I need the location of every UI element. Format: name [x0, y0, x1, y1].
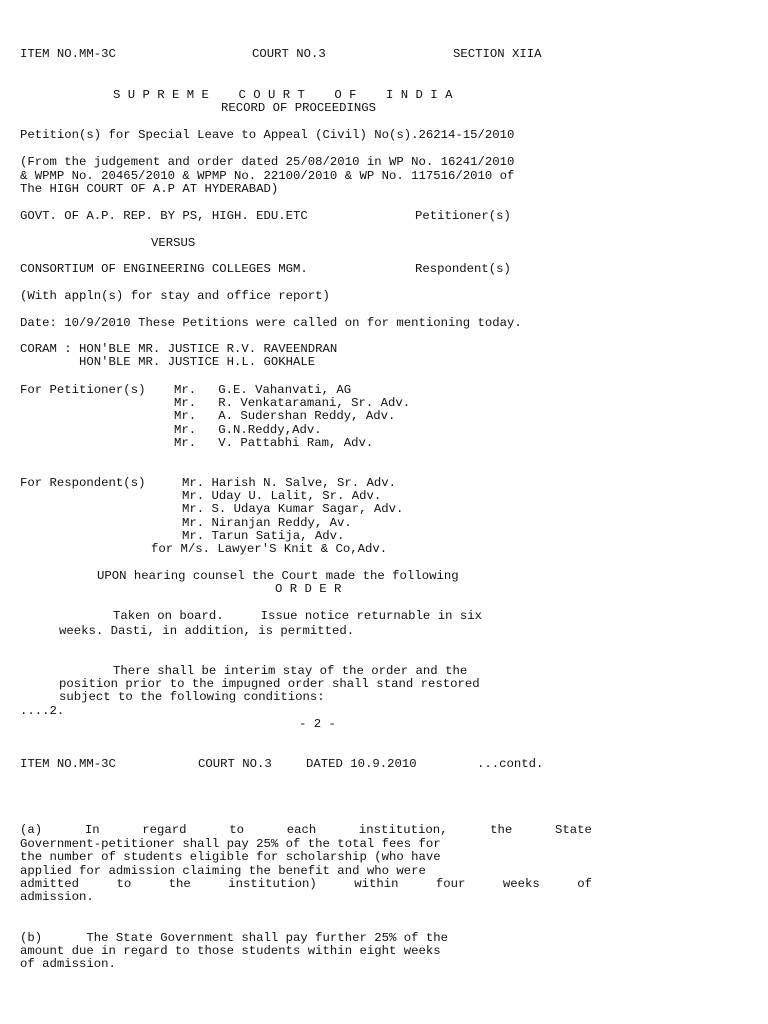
cond-a-line-6: admission. — [20, 890, 94, 904]
upon-hearing: UPON hearing counsel the Court made the following — [97, 569, 459, 583]
respondent-counsel-1: Mr. Harish N. Salve, Sr. Adv. — [182, 476, 397, 490]
cond-a-line-3: the number of students eligible for scholarship (who have — [20, 850, 441, 864]
respondent-counsel-3: Mr. S. Udaya Kumar Sagar, Adv. — [182, 502, 404, 516]
versus: VERSUS — [151, 236, 196, 250]
petitioner-counsel-label: For Petitioner(s) — [20, 383, 146, 397]
petitioner-counsel-1: Mr. G.E. Vahanvati, AG — [174, 383, 352, 397]
order-heading: O R D E R — [275, 582, 342, 596]
para2-line-2: position prior to the impugned order shall stand restored — [59, 677, 480, 691]
cond-b-line-1: (b) The State Government shall pay further 25% of the — [20, 931, 449, 945]
section: SECTION XIIA — [453, 47, 542, 61]
page-number: - 2 - — [299, 717, 336, 731]
respondent-name: CONSORTIUM OF ENGINEERING COLLEGES MGM. — [20, 262, 308, 276]
para2-line-1: There shall be interim stay of the order and the — [113, 664, 468, 678]
contd: ...contd. — [477, 757, 544, 771]
cond-a-line-2: Government-petitioner shall pay 25% of the total fees for — [20, 837, 441, 851]
cond-b-line-3: of admission. — [20, 957, 116, 971]
para1-line-1: Taken on board. Issue notice returnable in six — [113, 609, 482, 623]
respondent-counsel-firm: for M/s. Lawyer'S Knit & Co,Adv. — [151, 542, 388, 556]
coram-line-2: HON'BLE MR. JUSTICE H.L. GOKHALE — [20, 355, 316, 369]
cond-a-line-4: applied for admission claiming the benefit and who were — [20, 864, 426, 878]
petitioner-name: GOVT. OF A.P. REP. BY PS, HIGH. EDU.ETC — [20, 209, 308, 223]
court-number-2: COURT NO.3 — [198, 757, 272, 771]
petitioner-counsel-5: Mr. V. Pattabhi Ram, Adv. — [174, 436, 374, 450]
cond-a-line-1: (a) In regard to each institution, the State — [20, 823, 592, 837]
respondent-counsel-label: For Respondent(s) — [20, 476, 146, 490]
court-title: S U P R E M E C O U R T O F I N D I A — [113, 88, 453, 102]
dated: DATED 10.9.2010 — [306, 757, 417, 771]
item-number-2: ITEM NO.MM-3C — [20, 757, 116, 771]
cond-a-line-5: admitted to the institution) within four weeks of — [20, 877, 592, 891]
judgement-line-1: (From the judgement and order dated 25/08/2010 in WP No. 16241/2010 — [20, 155, 515, 169]
application-note: (With appln(s) for stay and office report) — [20, 289, 330, 303]
para1-line-2: weeks. Dasti, in addition, is permitted. — [59, 624, 355, 638]
petitioner-counsel-2: Mr. R. Venkataramani, Sr. Adv. — [174, 396, 411, 410]
court-number: COURT NO.3 — [252, 47, 326, 61]
para2-line-3: subject to the following conditions: — [59, 690, 325, 704]
petitioner-role: Petitioner(s) — [415, 209, 511, 223]
judgement-line-3: The HIGH COURT OF A.P AT HYDERABAD) — [20, 182, 279, 196]
record-title: RECORD OF PROCEEDINGS — [221, 101, 376, 115]
cond-b-line-2: amount due in regard to those students within eight weeks — [20, 944, 441, 958]
judgement-line-2: & WPMP No. 20465/2010 & WPMP No. 22100/2010 & WP No. 117516/2010 of — [20, 169, 515, 183]
petitioner-counsel-3: Mr. A. Sudershan Reddy, Adv. — [174, 409, 396, 423]
continued-marker: ....2. — [20, 704, 65, 718]
respondent-counsel-2: Mr. Uday U. Lalit, Sr. Adv. — [182, 489, 382, 503]
date-line: Date: 10/9/2010 These Petitions were called on for mentioning today. — [20, 316, 522, 330]
respondent-counsel-4: Mr. Niranjan Reddy, Av. — [182, 516, 352, 530]
petitioner-counsel-4: Mr. G.N.Reddy,Adv. — [174, 423, 322, 437]
coram-line-1: CORAM : HON'BLE MR. JUSTICE R.V. RAVEENDRAN — [20, 342, 338, 356]
respondent-role: Respondent(s) — [415, 262, 511, 276]
item-number: ITEM NO.MM-3C — [20, 47, 116, 61]
petition-line: Petition(s) for Special Leave to Appeal (Civil) No(s).26214-15/2010 — [20, 128, 515, 142]
respondent-counsel-5: Mr. Tarun Satija, Adv. — [182, 529, 345, 543]
